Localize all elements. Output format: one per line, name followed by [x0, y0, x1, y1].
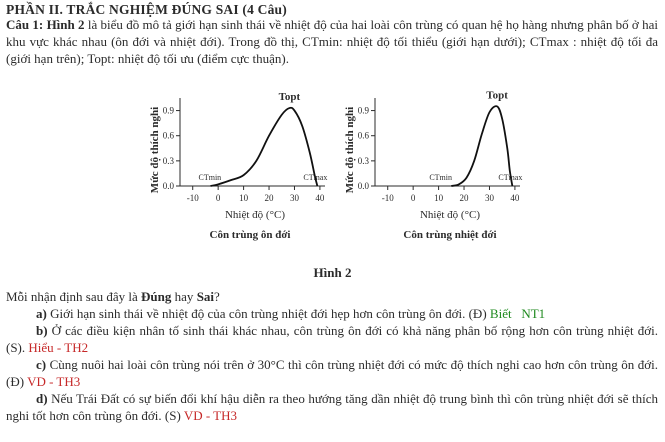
x-tick-label: 20 [459, 193, 469, 203]
ctmax-label: CTmax [498, 173, 523, 182]
instruction-before: Mỗi nhận định sau đây là [6, 289, 142, 304]
chart-caption: Côn trùng nhiệt đới [403, 229, 497, 241]
statement-label: b) [36, 323, 48, 338]
statement-label: c) [36, 357, 47, 372]
topt-label: Topt [486, 89, 508, 102]
level-tag: VD - TH3 [27, 374, 81, 389]
figure-title: Hình 2 [313, 265, 352, 280]
y-tick-label: 0.9 [162, 105, 174, 116]
true-word: Đúng [141, 289, 172, 304]
statement-c [6, 356, 658, 390]
statement-label: a) [36, 306, 47, 321]
instruction-middle: hay [171, 289, 197, 304]
question-text [6, 16, 658, 67]
figure-reference: Hình 2 [46, 17, 85, 32]
level-tag: Biết NT1 [489, 306, 546, 321]
level-tag: VD - TH3 [183, 408, 238, 423]
chart-caption: Côn trùng ôn đới [209, 229, 291, 241]
y-tick-label: 0.3 [162, 155, 174, 166]
x-tick-label: 0 [215, 193, 221, 203]
y-tick-label: 0.6 [162, 130, 174, 141]
statement-d [6, 390, 658, 424]
statement-text: Nếu Trái Đất có sự biến đổi khí hậu diễn ra theo hướng tăng dần nhiệt độ trung bình thì côn trùng nhiệt đới sẽ thích nghi tốt hơn côn trùng ôn đới. (S) [6, 391, 658, 423]
y-tick-label: 0.0 [162, 181, 174, 191]
instruction-after: ? [214, 289, 220, 304]
y-axis-label: Mức độ thích nghi [149, 106, 161, 194]
instruction [6, 288, 658, 305]
y-tick-label: 0.3 [357, 155, 369, 166]
question-body: là biểu đồ mô tả giới hạn sinh thái về nhiệt độ của hai loài côn trùng có quan hệ họ hàng nhưng phân bố ở hai khu vực khác nhau (ôn đới và nhiệt đới). Trong đồ thị, CTmin: nhiệt độ tối thiểu (giới hạn dưới); CTmax : nhiệt độ tối đa (giới hạn trên); Topt: nhiệt độ tối ưu (điểm cực thuận). [6, 17, 658, 66]
x-tick-label: 20 [264, 193, 274, 203]
y-axis-label: Mức độ thích nghi [344, 106, 356, 194]
y-tick-label: 0.9 [357, 105, 369, 116]
ctmin-label: CTmin [198, 173, 222, 182]
section-heading: PHẦN II. TRẮC NGHIỆM ĐÚNG SAI (4 Câu) [6, 2, 287, 17]
y-tick-label: 0.0 [357, 181, 369, 191]
statement-b [6, 322, 658, 356]
x-axis-label: Nhiệt độ (°C) [224, 209, 286, 221]
statement-label: d) [36, 391, 48, 406]
question-label: Câu 1: [6, 17, 44, 32]
statement-text: Ở các điều kiện nhân tố sinh thái khác nhau, côn trùng ôn đới có khả năng phân bố rộng hơn côn trùng nhiệt đới. (S). [6, 323, 658, 355]
topt-label: Topt [278, 91, 301, 104]
level-tag: Hiểu - TH2 [28, 340, 89, 355]
chart-tropical-insect [335, 88, 555, 258]
statement-text: Cùng nuôi hai loài côn trùng nói trên ở 30°C thì côn trùng nhiệt đới có mức độ thích nghi cao hơn côn trùng ôn đới. (Đ) [6, 357, 658, 389]
statement-text: Giới hạn sinh thái về nhiệt độ của côn trùng nhiệt đới hẹp hơn côn trùng ôn đới. (Đ) [46, 306, 490, 321]
x-tick-label: -10 [186, 193, 199, 203]
x-tick-label: -10 [381, 193, 394, 203]
x-tick-label: 0 [410, 193, 416, 203]
x-tick-label: 40 [510, 193, 520, 203]
x-tick-label: 10 [434, 193, 444, 203]
adaptation-curve [211, 108, 318, 186]
x-tick-label: 10 [239, 193, 249, 203]
x-tick-label: 40 [315, 193, 325, 203]
statement-a [6, 305, 658, 322]
x-tick-label: 30 [289, 193, 299, 203]
chart-temperate-insect [140, 88, 360, 258]
ctmax-label: CTmax [303, 173, 328, 182]
y-tick-label: 0.6 [357, 130, 369, 141]
false-word: Sai [196, 289, 215, 304]
x-axis-label: Nhiệt độ (°C) [419, 209, 481, 221]
ctmin-label: CTmin [429, 173, 452, 182]
x-tick-label: 30 [484, 193, 494, 203]
